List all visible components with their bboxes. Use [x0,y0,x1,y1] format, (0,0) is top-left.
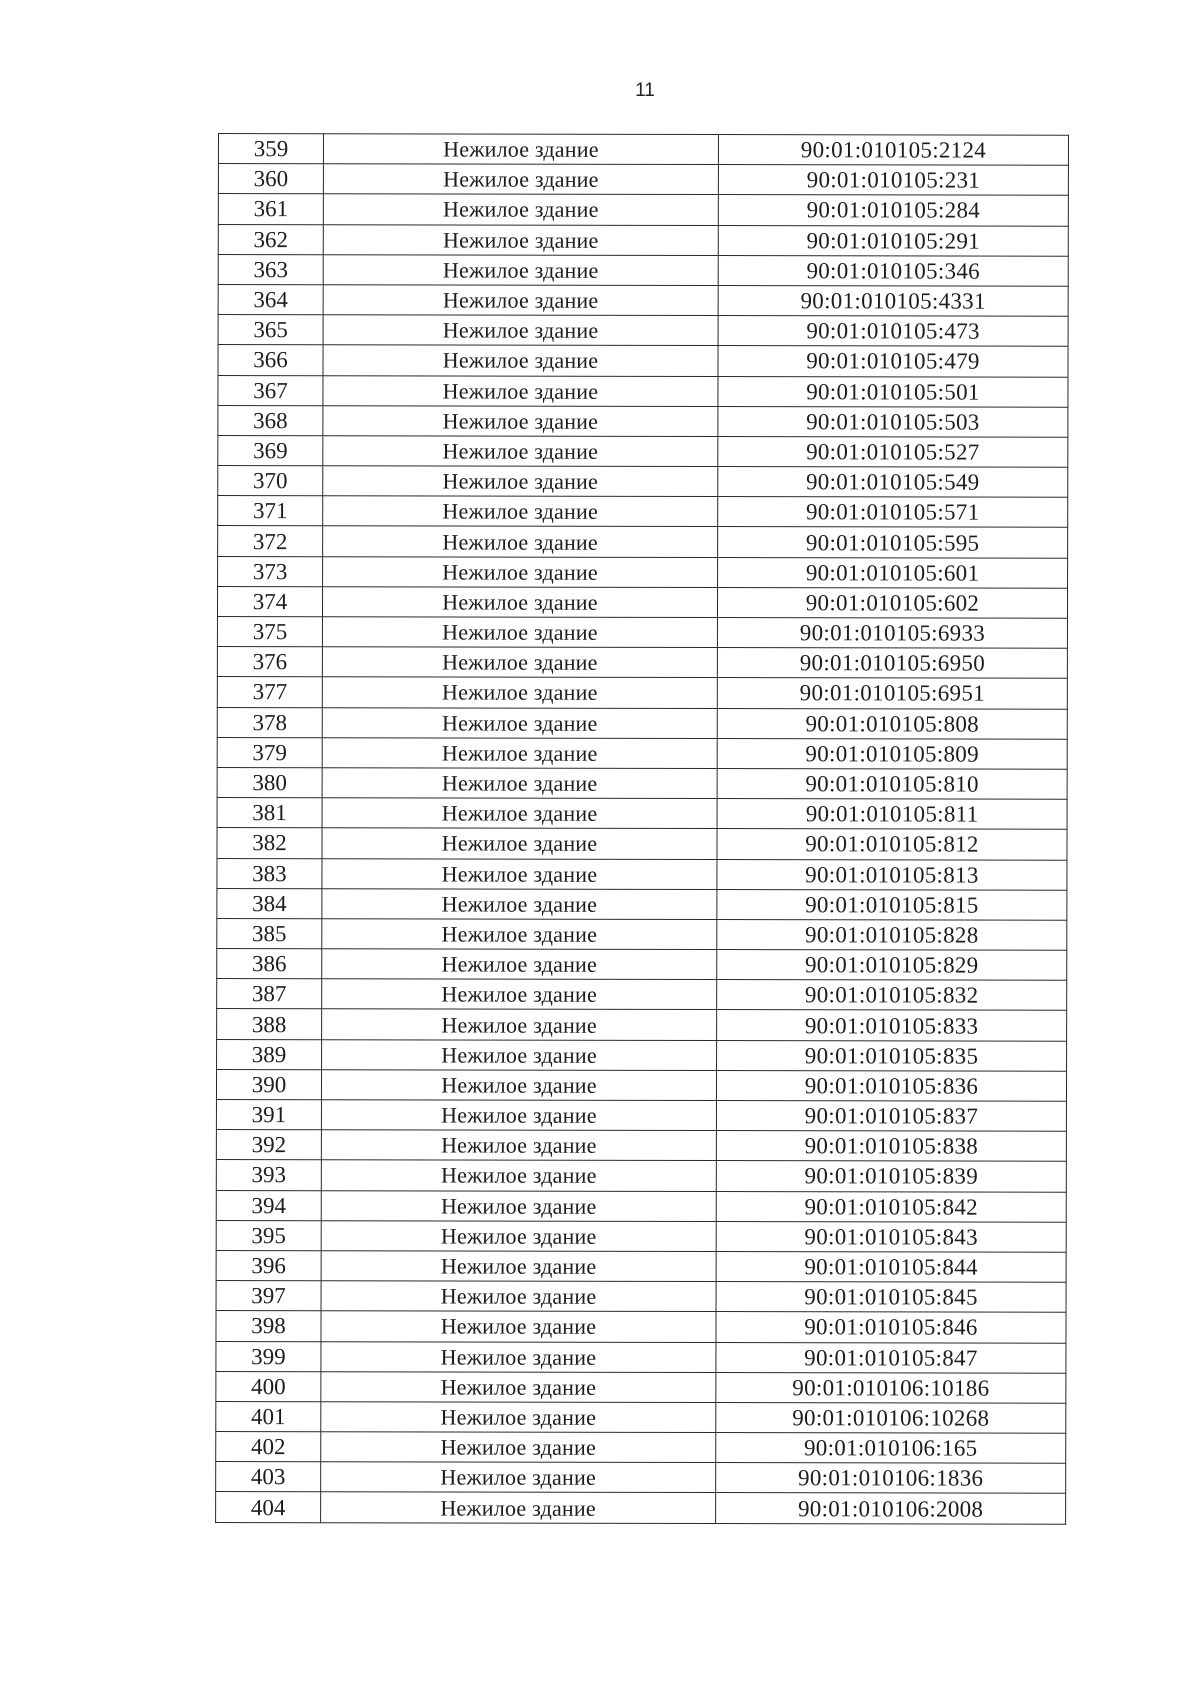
cadastral-number-cell: 90:01:010105:812 [717,829,1067,860]
row-number-cell: 373 [218,556,323,586]
row-number-cell: 382 [217,828,322,858]
row-number-cell: 365 [218,315,323,345]
cadastral-number-cell: 90:01:010106:165 [716,1433,1066,1464]
cadastral-number-cell: 90:01:010106:10268 [716,1402,1066,1433]
table-row [217,918,1067,950]
object-type-cell: Нежилое здание [321,1100,716,1131]
cadastral-number-cell: 90:01:010105:808 [717,708,1067,739]
cadastral-number-cell: 90:01:010105:810 [717,768,1067,799]
row-number-cell: 359 [218,134,323,164]
table-row [218,435,1068,467]
cadastral-number-cell: 90:01:010105:811 [717,799,1067,830]
cadastral-number-cell: 90:01:010105:595 [718,527,1068,558]
object-type-cell: Нежилое здание [321,1311,716,1342]
object-type-cell: Нежилое здание [322,888,717,919]
row-number-cell: 401 [216,1401,321,1431]
table-row [218,496,1068,528]
object-type-cell: Нежилое здание [322,858,717,889]
object-type-cell: Нежилое здание [321,1281,716,1312]
table-row [217,767,1067,799]
page-number: 11 [635,80,655,101]
row-number-cell: 362 [218,224,323,254]
object-type-cell: Нежилое здание [322,647,717,678]
row-number-cell: 380 [217,767,322,797]
object-type-cell: Нежилое здание [323,224,718,255]
object-type-cell: Нежилое здание [321,1160,716,1191]
cadastral-number-cell: 90:01:010106:10186 [716,1372,1066,1403]
table-row [217,949,1067,981]
object-type-cell: Нежилое здание [321,1190,716,1221]
cadastral-number-cell: 90:01:010105:845 [716,1282,1066,1313]
cadastral-number-cell: 90:01:010105:828 [717,919,1067,950]
table-row [218,254,1068,286]
object-type-cell: Нежилое здание [322,1039,717,1070]
table-row [217,979,1067,1011]
row-number-cell: 398 [216,1311,321,1341]
object-type-cell: Нежилое здание [321,1492,716,1523]
object-type-cell: Нежилое здание [323,315,718,346]
object-type-cell: Нежилое здание [323,254,718,285]
object-type-cell: Нежилое здание [322,828,717,859]
table-row [216,1341,1066,1373]
table-row [218,345,1068,377]
table-row [218,134,1068,166]
row-number-cell: 397 [216,1281,321,1311]
cadastral-number-cell: 90:01:010105:6950 [717,648,1067,679]
object-type-cell: Нежилое здание [322,587,717,618]
table-row [216,1069,1066,1101]
table-row [217,1039,1067,1071]
object-type-cell: Нежилое здание [321,1402,716,1433]
cadastral-number-cell: 90:01:010105:809 [717,738,1067,769]
cadastral-number-cell: 90:01:010105:527 [718,436,1068,467]
object-type-cell: Нежилое здание [321,1432,716,1463]
row-number-cell: 387 [217,979,322,1009]
cadastral-number-cell: 90:01:010105:503 [718,406,1068,437]
row-number-cell: 384 [217,888,322,918]
object-type-cell: Нежилое здание [323,285,718,316]
object-type-cell: Нежилое здание [322,798,717,829]
table-row [217,828,1067,860]
cadastral-number-cell: 90:01:010105:601 [718,557,1068,588]
table-row [216,1432,1066,1464]
cadastral-number-cell: 90:01:010105:847 [716,1342,1066,1373]
table-row [217,617,1067,649]
table-row [217,858,1067,890]
row-number-cell: 374 [217,586,322,616]
row-number-cell: 371 [218,496,323,526]
cadastral-number-cell: 90:01:010105:571 [718,497,1068,528]
cadastral-number-cell: 90:01:010106:1836 [716,1463,1066,1494]
object-type-cell: Нежилое здание [321,1341,716,1372]
row-number-cell: 388 [217,1009,322,1039]
table-row [218,315,1068,347]
object-type-cell: Нежилое здание [323,466,718,497]
cadastral-number-cell: 90:01:010105:833 [717,1010,1067,1041]
object-type-cell: Нежилое здание [321,1251,716,1282]
table-row [217,798,1067,830]
table-row [216,1130,1066,1162]
cadastral-number-cell: 90:01:010105:815 [717,889,1067,920]
object-type-cell: Нежилое здание [323,405,718,436]
cadastral-number-cell: 90:01:010105:837 [716,1101,1066,1132]
table-row [218,164,1068,196]
object-type-cell: Нежилое здание [323,496,718,527]
cadastral-number-cell: 90:01:010105:346 [718,255,1068,286]
table-row [217,707,1067,739]
table-row [216,1220,1066,1252]
table-row [217,737,1067,769]
table-row [218,526,1068,558]
cadastral-number-cell: 90:01:010105:829 [717,950,1067,981]
object-type-cell: Нежилое здание [322,919,717,950]
object-type-cell: Нежилое здание [321,1371,716,1402]
cadastral-number-cell: 90:01:010105:231 [718,165,1068,196]
row-number-cell: 361 [218,194,323,224]
table-row [216,1250,1066,1282]
cadastral-number-cell: 90:01:010105:6951 [717,678,1067,709]
cadastral-number-cell: 90:01:010105:291 [718,225,1068,256]
row-number-cell: 377 [217,677,322,707]
table-row [218,375,1068,407]
row-number-cell: 372 [218,526,323,556]
object-type-cell: Нежилое здание [322,707,717,738]
object-type-cell: Нежилое здание [323,556,718,587]
cadastral-number-cell: 90:01:010105:549 [718,467,1068,498]
row-number-cell: 367 [218,375,323,405]
row-number-cell: 381 [217,798,322,828]
row-number-cell: 395 [216,1220,321,1250]
table-row [216,1311,1066,1343]
table-row [217,1009,1067,1041]
cadastral-number-cell: 90:01:010105:836 [716,1070,1066,1101]
row-number-cell: 400 [216,1371,321,1401]
row-number-cell: 386 [217,949,322,979]
object-type-cell: Нежилое здание [323,345,718,376]
object-type-cell: Нежилое здание [323,164,718,195]
row-number-cell: 364 [218,284,323,314]
table-row [216,1462,1066,1494]
row-number-cell: 404 [216,1492,321,1522]
object-type-cell: Нежилое здание [321,1462,716,1493]
cadastral-number-cell: 90:01:010105:284 [718,195,1068,226]
row-number-cell: 375 [217,617,322,647]
table-row [218,405,1068,437]
row-number-cell: 383 [217,858,322,888]
object-type-cell: Нежилое здание [322,979,717,1010]
object-type-cell: Нежилое здание [323,526,718,557]
table-row [216,1190,1066,1222]
row-number-cell: 393 [216,1160,321,1190]
row-number-cell: 366 [218,345,323,375]
cadastral-number-cell: 90:01:010105:832 [717,980,1067,1011]
object-type-cell: Нежилое здание [323,436,718,467]
row-number-cell: 370 [218,466,323,496]
cadastral-number-cell: 90:01:010105:839 [716,1161,1066,1192]
cadastral-number-cell: 90:01:010105:501 [718,376,1068,407]
table-row [218,466,1068,498]
cadastral-number-cell: 90:01:010105:2124 [718,135,1068,166]
row-number-cell: 376 [217,647,322,677]
row-number-cell: 390 [216,1069,321,1099]
property-registry-table [215,133,1069,1524]
row-number-cell: 399 [216,1341,321,1371]
cadastral-number-cell: 90:01:010105:602 [717,587,1067,618]
object-type-cell: Нежилое здание [322,617,717,648]
table-row [217,586,1067,618]
table-row [216,1099,1066,1131]
row-number-cell: 369 [218,435,323,465]
row-number-cell: 378 [217,707,322,737]
object-type-cell: Нежилое здание [322,737,717,768]
table-row [216,1492,1066,1524]
row-number-cell: 391 [216,1099,321,1129]
object-type-cell: Нежилое здание [323,134,718,165]
table-row [216,1371,1066,1403]
row-number-cell: 389 [217,1039,322,1069]
row-number-cell: 394 [216,1190,321,1220]
cadastral-number-cell: 90:01:010105:838 [716,1131,1066,1162]
row-number-cell: 402 [216,1432,321,1462]
table-body [216,134,1069,1524]
table-row [216,1160,1066,1192]
row-number-cell: 379 [217,737,322,767]
object-type-cell: Нежилое здание [323,194,718,225]
table-row [218,194,1068,226]
object-type-cell: Нежилое здание [322,949,717,980]
table-row [217,677,1067,709]
table-row [218,556,1068,588]
cadastral-number-cell: 90:01:010105:4331 [718,285,1068,316]
row-number-cell: 360 [218,164,323,194]
object-type-cell: Нежилое здание [322,677,717,708]
table-row [216,1281,1066,1313]
table-row [216,1401,1066,1433]
row-number-cell: 368 [218,405,323,435]
cadastral-number-cell: 90:01:010105:846 [716,1312,1066,1343]
object-type-cell: Нежилое здание [321,1070,716,1101]
object-type-cell: Нежилое здание [322,1009,717,1040]
cadastral-number-cell: 90:01:010105:813 [717,859,1067,890]
object-type-cell: Нежилое здание [323,375,718,406]
cadastral-number-cell: 90:01:010105:479 [718,346,1068,377]
cadastral-number-cell: 90:01:010105:6933 [717,618,1067,649]
row-number-cell: 396 [216,1250,321,1280]
object-type-cell: Нежилое здание [321,1130,716,1161]
row-number-cell: 403 [216,1462,321,1492]
row-number-cell: 392 [216,1130,321,1160]
table-row [217,888,1067,920]
table-row [217,647,1067,679]
row-number-cell: 385 [217,918,322,948]
row-number-cell: 363 [218,254,323,284]
cadastral-number-cell: 90:01:010105:473 [718,316,1068,347]
cadastral-number-cell: 90:01:010106:2008 [716,1493,1066,1524]
object-type-cell: Нежилое здание [321,1220,716,1251]
cadastral-number-cell: 90:01:010105:844 [716,1251,1066,1282]
cadastral-number-cell: 90:01:010105:842 [716,1191,1066,1222]
cadastral-number-cell: 90:01:010105:843 [716,1221,1066,1252]
cadastral-number-cell: 90:01:010105:835 [717,1040,1067,1071]
table-row [218,284,1068,316]
object-type-cell: Нежилое здание [322,768,717,799]
table-row [218,224,1068,256]
